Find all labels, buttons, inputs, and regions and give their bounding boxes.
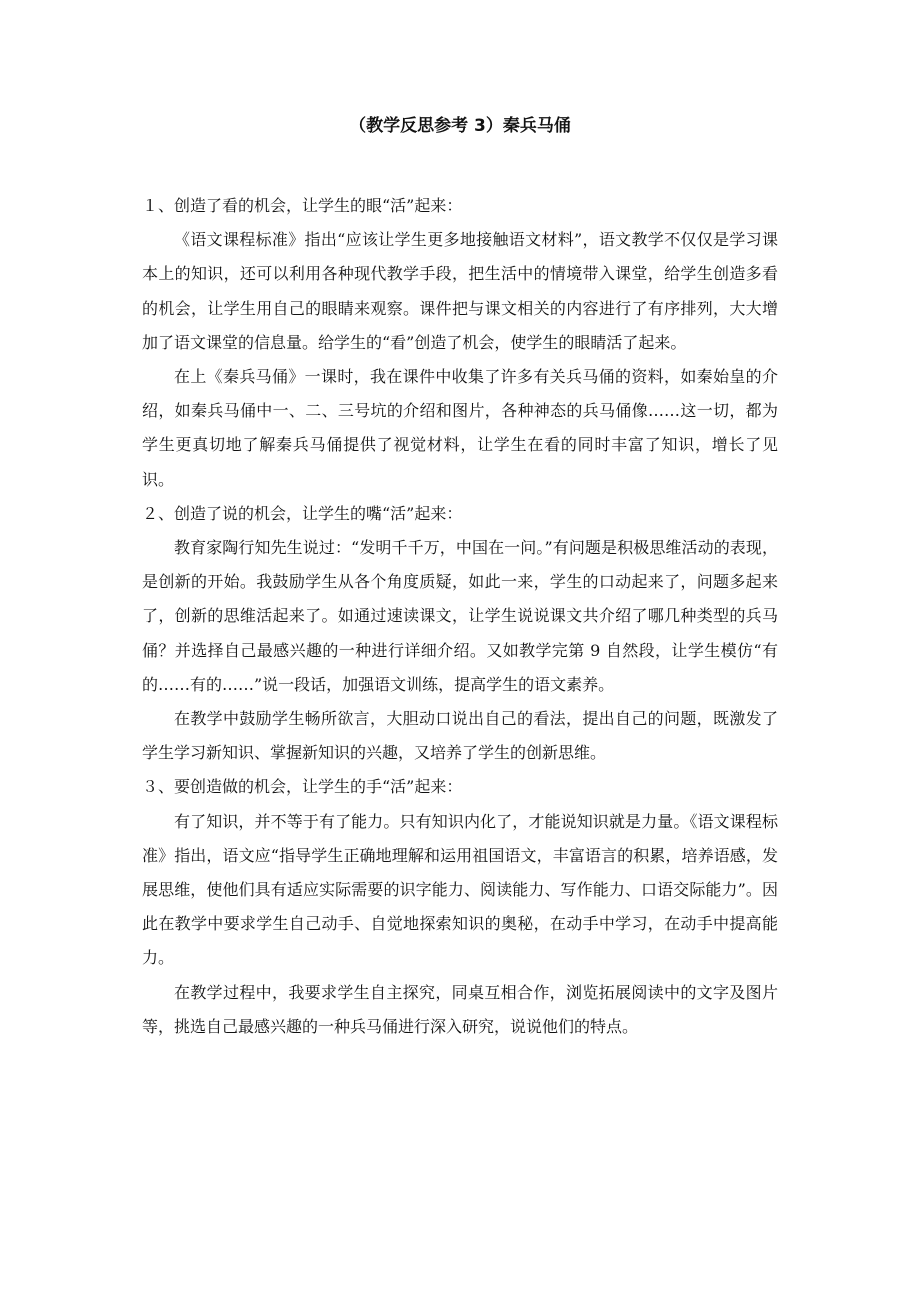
section-heading-2: ２、创造了说的机会，让学生的嘴“活”起来： [142,503,463,523]
document-body [142,189,778,1044]
section-heading-3: ３、要创造做的机会，让学生的手“活”起来： [142,777,463,797]
document-title: （教学反思参考 3）秦兵马俑 [349,116,571,136]
section-heading-1: １、创造了看的机会，让学生的眼“活”起来： [142,196,463,215]
section-2-paragraph-2: 在教学中鼓励学生畅所欲言，大胆动口说出自己的看法，提出自己的问题，既激发了学生学习新知识、掌握新知识的兴趣，又培养了学生的创新思维。 [142,709,778,763]
section-1-paragraph-2: 在上《秦兵马俑》一课时，我在课件中收集了许多有关兵马俑的资料，如秦始皇的介绍，如秦兵马俑中一、二、三号坑的介绍和图片，各种神态的兵马俑像……这一切，都为学生更真切地了解秦兵马俑提供了视觉材料，让学生在看的同时丰富了知识，增长了见识。 [142,367,778,489]
section-3-paragraph-2: 在教学过程中，我要求学生自主探究，同桌互相合作，浏览拓展阅读中的文字及图片等，挑选自己最感兴趣的一种兵马俑进行深入研究，说说他们的特点。 [142,982,778,1036]
section-3-paragraph-1: 有了知识，并不等于有了能力。只有知识内化了，才能说知识就是力量。《语文课程标准》指出，语文应“指导学生正确地理解和运用祖国语文，丰富语言的积累，培养语感，发展思维，使他们具有适应实际需要的识字能力、阅读能力、写作能力、口语交际能力”。因此在教学中要求学生自己动手、自觉地探索知识的奥秘，在动手中学习，在动手中提高能力。 [142,811,778,968]
section-2-paragraph-1: 教育家陶行知先生说过：“发明千千万，中国在一问。”有问题是积极思维活动的表现，是创新的开始。我鼓励学生从各个角度质疑，如此一来，学生的口动起来了，问题多起来了，创新的思维活起来了。如通过速读课文，让学生说说课文共介绍了哪几种类型的兵马俑？并选择自己最感兴趣的一种进行详细介绍。又如教学完第 9 自然段，让学生模仿“有的……有的……”说一段话，加强语文训练，提高学生的语文素养。 [142,538,778,694]
section-1-paragraph-1: 《语文课程标准》指出“应该让学生更多地接触语文材料”，语文教学不仅仅是学习课本上的知识，还可以利用各种现代教学手段，把生活中的情境带入课堂，给学生创造多看的机会，让学生用自己的眼睛来观察。课件把与课文相关的内容进行了有序排列，大大增加了语文课堂的信息量。给学生的“看”创造了机会，使学生的眼睛活了起来。 [142,230,778,352]
